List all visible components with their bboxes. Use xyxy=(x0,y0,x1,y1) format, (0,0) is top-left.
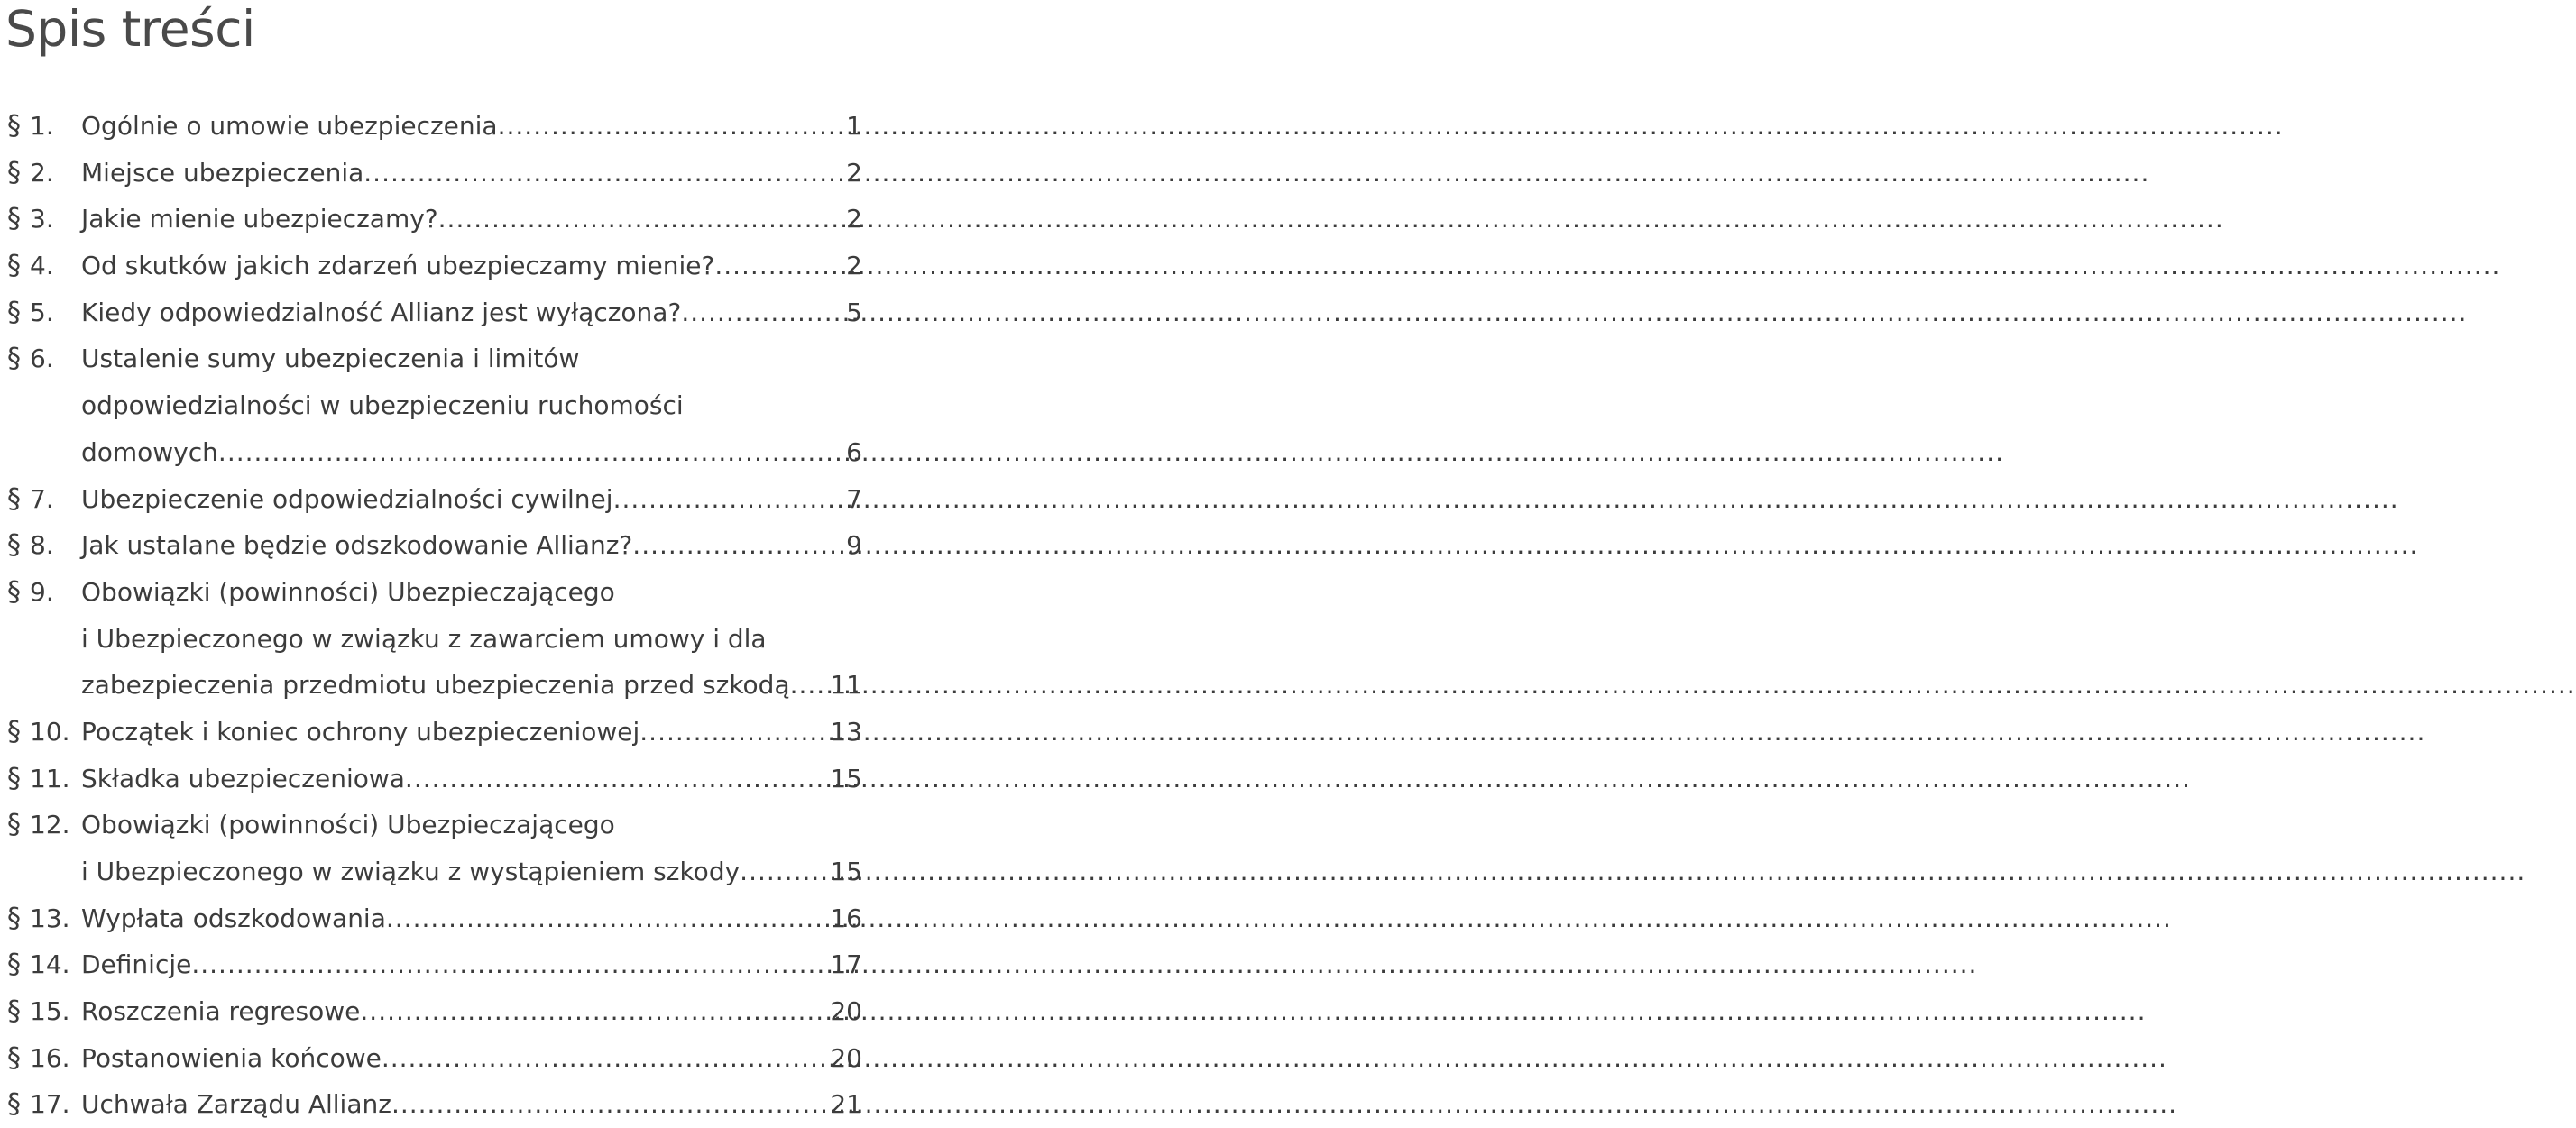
toc-entry-page-number: 17 xyxy=(830,949,862,980)
toc-entry-number: 17. xyxy=(30,1089,70,1120)
toc-entry-line xyxy=(0,802,866,848)
toc-entry-line xyxy=(0,895,866,942)
toc-entry-page-number: 20 xyxy=(830,996,862,1027)
toc-entry-number: 13. xyxy=(30,903,70,933)
toc-entry-title: Od skutków jakich zdarzeń ubezpieczamy mienie? xyxy=(81,251,715,281)
toc-entry-line xyxy=(0,1035,866,1082)
toc-entry-line xyxy=(0,335,866,382)
toc-entry-title: Jak ustalane będzie odszkodowanie Allianz? xyxy=(81,530,633,561)
toc-entry-title: Kiedy odpowiedzialność Allianz jest wyłączona? xyxy=(81,297,682,327)
toc-entry-line xyxy=(0,150,866,197)
section-sign-icon: § xyxy=(7,529,21,562)
toc-entry[interactable] xyxy=(0,988,866,1035)
toc-entry-line xyxy=(0,848,866,895)
toc-entry-title: i Ubezpieczonego w związku z wystąpieniem szkody xyxy=(81,857,741,886)
toc-entry[interactable] xyxy=(0,150,866,197)
toc-entry-title: i Ubezpieczonego w związku z zawarciem umowy i dla xyxy=(81,623,767,654)
toc-entry-page-number: 16 xyxy=(830,903,862,933)
toc-entry-line xyxy=(0,289,866,336)
toc-entry-page-number: 15 xyxy=(830,763,862,793)
toc-entry[interactable] xyxy=(0,243,866,289)
section-sign-icon: § xyxy=(7,203,21,235)
toc-entry-page-number: 2 xyxy=(846,204,862,234)
toc-entry-page-number: 6 xyxy=(846,436,862,467)
toc-entry-title: Postanowienia końcowe xyxy=(81,1042,382,1073)
toc-entry[interactable] xyxy=(0,709,866,756)
dot-leader xyxy=(714,243,842,289)
dot-leader xyxy=(613,476,843,523)
toc-entry-title: zabezpieczenia przedmiotu ubezpieczenia przed szkodą xyxy=(81,670,790,701)
toc-entry-line xyxy=(0,569,866,616)
toc-entry[interactable] xyxy=(0,802,866,894)
dot-leader xyxy=(790,662,827,709)
toc-entry-line xyxy=(0,243,866,289)
dot-leader xyxy=(391,1081,826,1128)
dot-leader xyxy=(438,196,843,243)
toc-entry-title: Obowiązki (powinności) Ubezpieczającego xyxy=(81,810,615,840)
toc-entry[interactable] xyxy=(0,1035,866,1082)
dot-leader xyxy=(498,103,843,150)
toc-entry-line xyxy=(0,1081,866,1128)
toc-entry-title: Ustalenie sumy ubezpieczenia i limitów xyxy=(81,344,580,374)
dot-leader xyxy=(740,848,826,895)
toc-entry-title: Jakie mienie ubezpieczamy? xyxy=(81,204,438,234)
toc-entry[interactable] xyxy=(0,103,866,150)
toc-entry-page-number: 20 xyxy=(830,1042,862,1073)
toc-entry-number: 8. xyxy=(30,530,54,561)
section-sign-icon: § xyxy=(7,1088,21,1121)
toc-entry-number: 14. xyxy=(30,949,70,980)
toc-entry-title: Obowiązki (powinności) Ubezpieczającego xyxy=(81,576,615,607)
toc-entry[interactable] xyxy=(0,476,866,523)
toc-entry-number: 2. xyxy=(30,157,54,188)
toc-entry-line xyxy=(0,382,866,429)
toc-entry-title: domowych xyxy=(81,436,218,467)
toc-entry-title: Miejsce ubezpieczenia xyxy=(81,157,364,188)
section-sign-icon: § xyxy=(7,296,21,328)
toc-entry-number: 9. xyxy=(30,576,54,607)
toc-entry-page-number: 9 xyxy=(846,530,862,561)
toc-entry[interactable] xyxy=(0,289,866,336)
dot-leader xyxy=(360,988,826,1035)
toc-entry[interactable] xyxy=(0,895,866,942)
toc-entry-line xyxy=(0,616,866,663)
dot-leader xyxy=(681,289,842,336)
toc-entry[interactable] xyxy=(0,196,866,243)
toc-entry-number: 12. xyxy=(30,810,70,840)
toc-entry[interactable] xyxy=(0,756,866,802)
toc-entry-line xyxy=(0,662,866,709)
section-sign-icon: § xyxy=(7,1041,21,1074)
toc-entry-page-number: 13 xyxy=(830,716,862,747)
table-of-contents xyxy=(0,103,866,1128)
toc-entry-number: 4. xyxy=(30,251,54,281)
toc-entry-line xyxy=(0,941,866,988)
toc-entry-page-number: 2 xyxy=(846,157,862,188)
toc-entry-title: Ogólnie o umowie ubezpieczenia xyxy=(81,111,498,141)
toc-entry-number: 10. xyxy=(30,716,70,747)
section-sign-icon: § xyxy=(7,575,21,608)
toc-entry[interactable] xyxy=(0,1081,866,1128)
toc-entry-page-number: 7 xyxy=(846,483,862,514)
toc-entry-page-number: 21 xyxy=(830,1089,862,1120)
dot-leader xyxy=(639,709,826,756)
toc-entry-number: 6. xyxy=(30,344,54,374)
toc-entry-title: Składka ubezpieczeniowa xyxy=(81,763,405,793)
toc-entry-line xyxy=(0,103,866,150)
toc-entry-title: Definicje xyxy=(81,949,192,980)
section-sign-icon: § xyxy=(7,482,21,515)
toc-entry-title: odpowiedzialności w ubezpieczeniu ruchomości xyxy=(81,390,684,421)
section-sign-icon: § xyxy=(7,715,21,747)
dot-leader xyxy=(632,522,842,569)
toc-entry-page-number: 11 xyxy=(830,670,862,701)
toc-entry-title: Ubezpieczenie odpowiedzialności cywilnej xyxy=(81,483,613,514)
toc-entry-number: 3. xyxy=(30,204,54,234)
section-sign-icon: § xyxy=(7,949,21,981)
toc-entry-page-number: 15 xyxy=(830,857,862,886)
toc-entry-number: 16. xyxy=(30,1042,70,1073)
section-sign-icon: § xyxy=(7,995,21,1028)
toc-entry-line xyxy=(0,196,866,243)
toc-entry[interactable] xyxy=(0,569,866,709)
toc-entry-number: 1. xyxy=(30,111,54,141)
toc-entry-title: Początek i koniec ochrony ubezpieczeniowej xyxy=(81,716,640,747)
section-sign-icon: § xyxy=(7,809,21,841)
toc-entry-page-number: 1 xyxy=(846,111,862,141)
toc-entry-line xyxy=(0,709,866,756)
toc-entry-line xyxy=(0,756,866,802)
section-sign-icon: § xyxy=(7,902,21,934)
toc-entry-line xyxy=(0,476,866,523)
toc-entry-line xyxy=(0,522,866,569)
toc-entry-number: 7. xyxy=(30,483,54,514)
toc-entry-line xyxy=(0,429,866,476)
dot-leader xyxy=(386,895,826,942)
toc-entry[interactable] xyxy=(0,335,866,475)
dot-leader xyxy=(218,429,842,476)
section-sign-icon: § xyxy=(7,110,21,142)
section-sign-icon: § xyxy=(7,250,21,282)
dot-leader xyxy=(363,150,842,197)
toc-entry-number: 15. xyxy=(30,996,70,1027)
toc-entry-title: Uchwała Zarządu Allianz xyxy=(81,1089,391,1120)
toc-entry-title: Roszczenia regresowe xyxy=(81,996,361,1027)
toc-entry-page-number: 2 xyxy=(846,251,862,281)
page-title: Spis treści xyxy=(5,0,255,58)
toc-entry[interactable] xyxy=(0,941,866,988)
section-sign-icon: § xyxy=(7,343,21,375)
toc-entry-page-number: 5 xyxy=(846,297,862,327)
dot-leader xyxy=(191,941,826,988)
dot-leader xyxy=(382,1035,827,1082)
toc-entry-title: Wypłata odszkodowania xyxy=(81,903,386,933)
dot-leader xyxy=(405,756,826,802)
section-sign-icon: § xyxy=(7,156,21,188)
section-sign-icon: § xyxy=(7,762,21,794)
toc-entry-line xyxy=(0,988,866,1035)
toc-entry-number: 11. xyxy=(30,763,70,793)
toc-entry-number: 5. xyxy=(30,297,54,327)
toc-entry[interactable] xyxy=(0,522,866,569)
